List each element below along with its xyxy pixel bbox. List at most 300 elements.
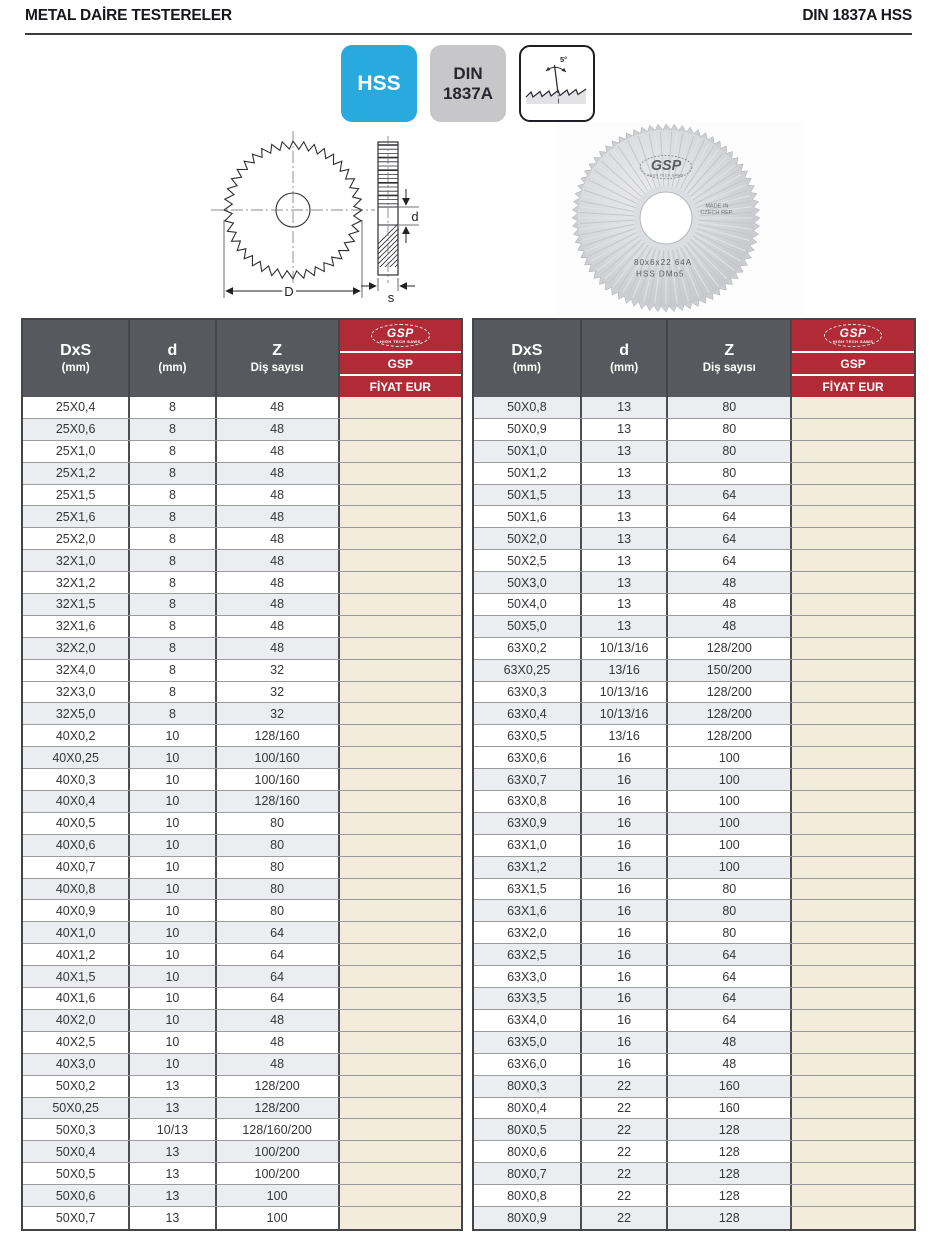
cell-d: 10 [130, 835, 216, 856]
table-row [474, 397, 914, 419]
cell-dxs: 25X0,4 [23, 397, 130, 418]
column-header-d: d (mm) [130, 320, 216, 397]
cell-d: 8 [130, 419, 216, 440]
cell-price-empty [340, 813, 461, 834]
cell-z: 64 [668, 506, 792, 527]
cell-z: 128/200 [668, 682, 792, 703]
cell-price-empty [792, 879, 914, 900]
cell-dxs: 80X0,5 [474, 1119, 582, 1140]
cell-z: 64 [217, 988, 340, 1009]
cell-dxs: 50X1,5 [474, 485, 582, 506]
cell-z: 160 [668, 1098, 792, 1119]
cell-z: 32 [217, 682, 340, 703]
cell-z: 80 [668, 879, 792, 900]
table-row [474, 1054, 914, 1076]
table-row [23, 485, 461, 507]
cell-d: 13 [130, 1076, 216, 1097]
cell-price-empty [340, 791, 461, 812]
cell-dxs: 25X1,6 [23, 506, 130, 527]
cell-d: 13 [582, 419, 669, 440]
cell-z: 48 [217, 616, 340, 637]
table-row [474, 550, 914, 572]
cell-dxs: 63X0,5 [474, 725, 582, 746]
cell-d: 10 [130, 747, 216, 768]
cell-price-empty [340, 419, 461, 440]
table-row [23, 835, 461, 857]
cell-z: 100/160 [217, 747, 340, 768]
table-row [23, 660, 461, 682]
cell-d: 8 [130, 506, 216, 527]
cell-d: 8 [130, 660, 216, 681]
cell-price-empty [792, 966, 914, 987]
table-row [474, 835, 914, 857]
cell-d: 16 [582, 835, 669, 856]
table-row [474, 813, 914, 835]
cell-price-empty [340, 616, 461, 637]
table-row [23, 1163, 461, 1185]
cell-dxs: 32X2,0 [23, 638, 130, 659]
header-bar [25, 7, 912, 25]
thickness-dim-label: s [387, 290, 395, 305]
hss-badge-label: HSS [357, 71, 401, 95]
cell-price-empty [792, 791, 914, 812]
table-row [474, 660, 914, 682]
table-row [23, 879, 461, 901]
table-row [474, 944, 914, 966]
price-brand-label: GSP [340, 353, 461, 376]
cell-z: 48 [217, 485, 340, 506]
table-row [474, 506, 914, 528]
cell-price-empty [340, 682, 461, 703]
cell-dxs: 50X2,5 [474, 550, 582, 571]
cell-d: 8 [130, 682, 216, 703]
cell-price-empty [340, 463, 461, 484]
table-row [474, 616, 914, 638]
cell-dxs: 80X0,4 [474, 1098, 582, 1119]
table-row [23, 900, 461, 922]
cell-z: 128/160/200 [217, 1119, 340, 1140]
cell-z: 64 [217, 922, 340, 943]
cell-d: 10 [130, 900, 216, 921]
cell-d: 10 [130, 966, 216, 987]
cell-price-empty [340, 1185, 461, 1206]
cell-dxs: 63X3,0 [474, 966, 582, 987]
cell-z: 128 [668, 1185, 792, 1206]
din-badge-line2: 1837A [442, 83, 494, 103]
cell-price-empty [792, 638, 914, 659]
cell-dxs: 80X0,6 [474, 1141, 582, 1162]
tooth-angle-label: 5° [560, 54, 568, 64]
din-standard-badge [430, 45, 506, 122]
cell-d: 22 [582, 1119, 669, 1140]
cell-price-empty [340, 966, 461, 987]
cell-dxs: 32X1,2 [23, 572, 130, 593]
cell-d: 10 [130, 813, 216, 834]
cell-d: 13 [582, 528, 669, 549]
cell-z: 128/160 [217, 791, 340, 812]
table-row [23, 769, 461, 791]
cell-z: 48 [668, 594, 792, 615]
page-standard: DIN 1837A HSS [802, 7, 912, 24]
cell-price-empty [792, 900, 914, 921]
cell-z: 80 [668, 419, 792, 440]
cell-z: 48 [217, 441, 340, 462]
cell-price-empty [792, 441, 914, 462]
cell-dxs: 40X1,2 [23, 944, 130, 965]
cell-price-empty [340, 747, 461, 768]
cell-price-empty [792, 1098, 914, 1119]
cell-d: 13 [130, 1163, 216, 1184]
cell-z: 64 [668, 528, 792, 549]
cell-z: 80 [668, 900, 792, 921]
cell-z: 128 [668, 1119, 792, 1140]
cell-d: 10 [130, 1010, 216, 1031]
cell-price-empty [340, 550, 461, 571]
cell-dxs: 40X0,8 [23, 879, 130, 900]
cell-d: 16 [582, 966, 669, 987]
cell-z: 80 [668, 922, 792, 943]
table-row [23, 1207, 461, 1229]
cell-z: 80 [668, 397, 792, 418]
cell-d: 10/13 [130, 1119, 216, 1140]
blade-marking-line1: 80x6x22 64A [634, 258, 693, 268]
cell-price-empty [340, 441, 461, 462]
cell-dxs: 32X1,6 [23, 616, 130, 637]
cell-dxs: 40X0,9 [23, 900, 130, 921]
cell-z: 100 [668, 791, 792, 812]
table-row [23, 966, 461, 988]
cell-price-empty [340, 1141, 461, 1162]
table-row [23, 550, 461, 572]
saw-blade-photo [570, 122, 762, 314]
cell-d: 13 [582, 616, 669, 637]
table-row [23, 463, 461, 485]
cell-z: 48 [668, 1054, 792, 1075]
cell-dxs: 50X0,7 [23, 1207, 130, 1229]
cell-dxs: 80X0,7 [474, 1163, 582, 1184]
table-row [23, 1076, 461, 1098]
cell-dxs: 80X0,8 [474, 1185, 582, 1206]
cell-dxs: 25X1,2 [23, 463, 130, 484]
cell-z: 128/160 [217, 725, 340, 746]
cell-price-empty [340, 1098, 461, 1119]
cell-z: 128/200 [217, 1098, 340, 1119]
column-header-d: d (mm) [582, 320, 669, 397]
table-row [474, 1032, 914, 1054]
column-header-z: Z Diş sayısı [668, 320, 792, 397]
cell-d: 16 [582, 1010, 669, 1031]
column-header-price [792, 320, 914, 397]
cell-dxs: 50X0,3 [23, 1119, 130, 1140]
cell-z: 128 [668, 1163, 792, 1184]
table-row [23, 528, 461, 550]
table-row [474, 594, 914, 616]
cell-price-empty [792, 616, 914, 637]
cell-price-empty [792, 594, 914, 615]
cell-dxs: 40X0,7 [23, 857, 130, 878]
cell-z: 48 [217, 463, 340, 484]
cell-d: 10 [130, 725, 216, 746]
cell-z: 48 [217, 1032, 340, 1053]
cell-z: 80 [217, 813, 340, 834]
cell-dxs: 40X0,5 [23, 813, 130, 834]
tooth-angle-diagram [524, 52, 590, 116]
cell-z: 48 [217, 638, 340, 659]
cell-price-empty [792, 857, 914, 878]
table-row [474, 769, 914, 791]
table-header [474, 320, 914, 397]
cell-d: 16 [582, 879, 669, 900]
cell-d: 8 [130, 703, 216, 724]
price-brand-label: GSP [792, 353, 914, 376]
page-title: METAL DAİRE TESTERELER [25, 7, 232, 24]
cell-z: 128/200 [217, 1076, 340, 1097]
cell-dxs: 40X1,6 [23, 988, 130, 1009]
cell-d: 13 [130, 1098, 216, 1119]
cell-d: 8 [130, 528, 216, 549]
table-row [474, 638, 914, 660]
cell-dxs: 50X1,0 [474, 441, 582, 462]
cell-price-empty [340, 397, 461, 418]
cell-d: 13 [582, 506, 669, 527]
cell-z: 48 [217, 550, 340, 571]
table-row [23, 857, 461, 879]
cell-d: 10/13/16 [582, 703, 669, 724]
spec-table-left [21, 318, 463, 1231]
cell-price-empty [340, 594, 461, 615]
table-body [474, 397, 914, 1229]
cell-z: 48 [217, 1054, 340, 1075]
table-row [23, 1185, 461, 1207]
cell-d: 16 [582, 1054, 669, 1075]
cell-d: 13/16 [582, 660, 669, 681]
cell-z: 64 [668, 1010, 792, 1031]
cell-price-empty [340, 528, 461, 549]
cell-dxs: 50X0,6 [23, 1185, 130, 1206]
cell-dxs: 32X1,5 [23, 594, 130, 615]
cell-z: 100 [217, 1185, 340, 1206]
cell-price-empty [792, 572, 914, 593]
cell-z: 100 [217, 1207, 340, 1229]
table-row [474, 528, 914, 550]
cell-dxs: 63X0,2 [474, 638, 582, 659]
cell-d: 10 [130, 769, 216, 790]
table-header [23, 320, 461, 397]
cell-dxs: 63X1,6 [474, 900, 582, 921]
gsp-logo: GSP HIGH TECH SAWS [792, 320, 914, 353]
table-row [474, 988, 914, 1010]
cell-d: 22 [582, 1098, 669, 1119]
cell-dxs: 63X0,4 [474, 703, 582, 724]
cell-d: 8 [130, 463, 216, 484]
cell-price-empty [340, 879, 461, 900]
cell-d: 13/16 [582, 725, 669, 746]
cell-d: 8 [130, 441, 216, 462]
cell-dxs: 63X0,6 [474, 747, 582, 768]
cell-d: 13 [582, 550, 669, 571]
blade-brand-sub-text: HIGH TECH SAWS [648, 173, 684, 178]
cell-z: 48 [217, 419, 340, 440]
cell-dxs: 50X1,6 [474, 506, 582, 527]
cell-price-empty [792, 725, 914, 746]
table-row [474, 1185, 914, 1207]
cell-d: 16 [582, 944, 669, 965]
cell-z: 100/200 [217, 1141, 340, 1162]
cell-dxs: 63X1,2 [474, 857, 582, 878]
cell-price-empty [792, 1010, 914, 1031]
cell-d: 13 [130, 1207, 216, 1229]
cell-dxs: 80X0,3 [474, 1076, 582, 1097]
cell-d: 13 [582, 572, 669, 593]
cell-dxs: 32X1,0 [23, 550, 130, 571]
cell-price-empty [792, 419, 914, 440]
cell-price-empty [340, 1163, 461, 1184]
cell-d: 22 [582, 1185, 669, 1206]
table-row [23, 1010, 461, 1032]
column-header-price [340, 320, 461, 397]
table-row [474, 725, 914, 747]
badge-row [341, 45, 595, 122]
cell-dxs: 32X4,0 [23, 660, 130, 681]
blade-made-in-line1: MADE IN [705, 203, 729, 210]
cell-d: 22 [582, 1141, 669, 1162]
cell-dxs: 63X5,0 [474, 1032, 582, 1053]
cell-z: 128/200 [668, 638, 792, 659]
cell-dxs: 50X3,0 [474, 572, 582, 593]
cell-d: 8 [130, 572, 216, 593]
cell-dxs: 63X3,5 [474, 988, 582, 1009]
cell-price-empty [792, 1185, 914, 1206]
gsp-logo: GSP HIGH TECH SAWS [340, 320, 461, 353]
table-row [23, 725, 461, 747]
cell-dxs: 63X2,0 [474, 922, 582, 943]
cell-z: 100/160 [217, 769, 340, 790]
cell-z: 48 [217, 572, 340, 593]
cell-dxs: 50X0,2 [23, 1076, 130, 1097]
table-row [474, 419, 914, 441]
cell-dxs: 50X0,9 [474, 419, 582, 440]
table-row [23, 1032, 461, 1054]
cell-price-empty [340, 725, 461, 746]
cell-dxs: 40X1,5 [23, 966, 130, 987]
cell-z: 160 [668, 1076, 792, 1097]
cell-price-empty [340, 1076, 461, 1097]
cell-price-empty [340, 857, 461, 878]
table-row [474, 966, 914, 988]
cell-z: 80 [217, 857, 340, 878]
cell-price-empty [792, 835, 914, 856]
cell-dxs: 80X0,9 [474, 1207, 582, 1229]
cell-price-empty [340, 1054, 461, 1075]
cell-dxs: 63X0,9 [474, 813, 582, 834]
cell-dxs: 63X1,5 [474, 879, 582, 900]
table-row [474, 922, 914, 944]
table-row [23, 1141, 461, 1163]
cell-z: 100 [668, 769, 792, 790]
cell-price-empty [792, 988, 914, 1009]
cell-dxs: 40X0,3 [23, 769, 130, 790]
cell-price-empty [340, 506, 461, 527]
tooth-angle-badge [519, 45, 595, 122]
cell-z: 128 [668, 1207, 792, 1229]
cell-price-empty [792, 682, 914, 703]
cell-d: 16 [582, 900, 669, 921]
table-row [474, 747, 914, 769]
table-row [474, 1098, 914, 1120]
cell-z: 80 [217, 879, 340, 900]
cell-d: 10 [130, 944, 216, 965]
blade-brand-text: GSP [650, 158, 682, 174]
cell-d: 8 [130, 550, 216, 571]
table-row [23, 944, 461, 966]
table-row [474, 857, 914, 879]
cell-dxs: 40X0,2 [23, 725, 130, 746]
cell-d: 13 [582, 485, 669, 506]
bore-dim-label: d [411, 209, 419, 224]
cell-dxs: 63X4,0 [474, 1010, 582, 1031]
cell-z: 48 [668, 616, 792, 637]
cell-d: 10 [130, 879, 216, 900]
cell-z: 48 [217, 528, 340, 549]
cell-dxs: 40X2,5 [23, 1032, 130, 1053]
cell-price-empty [792, 1207, 914, 1229]
cell-z: 64 [668, 988, 792, 1009]
cell-d: 16 [582, 791, 669, 812]
cell-dxs: 25X1,5 [23, 485, 130, 506]
cell-d: 16 [582, 922, 669, 943]
cell-dxs: 40X2,0 [23, 1010, 130, 1031]
saw-side-view-drawing [353, 136, 454, 305]
cell-dxs: 63X6,0 [474, 1054, 582, 1075]
cell-d: 10/13/16 [582, 638, 669, 659]
table-row [474, 1076, 914, 1098]
cell-dxs: 40X0,25 [23, 747, 130, 768]
cell-price-empty [340, 900, 461, 921]
cell-price-empty [340, 660, 461, 681]
table-row [474, 441, 914, 463]
cell-d: 22 [582, 1207, 669, 1229]
cell-price-empty [340, 922, 461, 943]
spec-table-right [472, 318, 916, 1231]
table-row [23, 1054, 461, 1076]
table-row [23, 988, 461, 1010]
table-row [23, 594, 461, 616]
table-row [474, 1141, 914, 1163]
cell-price-empty [792, 944, 914, 965]
cell-z: 48 [217, 1010, 340, 1031]
cell-price-empty [792, 1076, 914, 1097]
cell-d: 8 [130, 485, 216, 506]
cell-d: 13 [582, 463, 669, 484]
table-row [474, 1207, 914, 1229]
cell-d: 22 [582, 1076, 669, 1097]
cell-d: 16 [582, 813, 669, 834]
hss-badge [341, 45, 417, 122]
cell-dxs: 32X5,0 [23, 703, 130, 724]
cell-d: 16 [582, 769, 669, 790]
cell-z: 128/200 [668, 703, 792, 724]
cell-z: 100 [668, 813, 792, 834]
table-row [474, 791, 914, 813]
cell-z: 80 [217, 835, 340, 856]
cell-price-empty [340, 1010, 461, 1031]
table-row [23, 1098, 461, 1120]
outer-diameter-dim-label: D [284, 284, 294, 299]
price-currency-label: FİYAT EUR [822, 379, 884, 394]
table-row [23, 703, 461, 725]
cell-price-empty [340, 988, 461, 1009]
cell-price-empty [792, 813, 914, 834]
